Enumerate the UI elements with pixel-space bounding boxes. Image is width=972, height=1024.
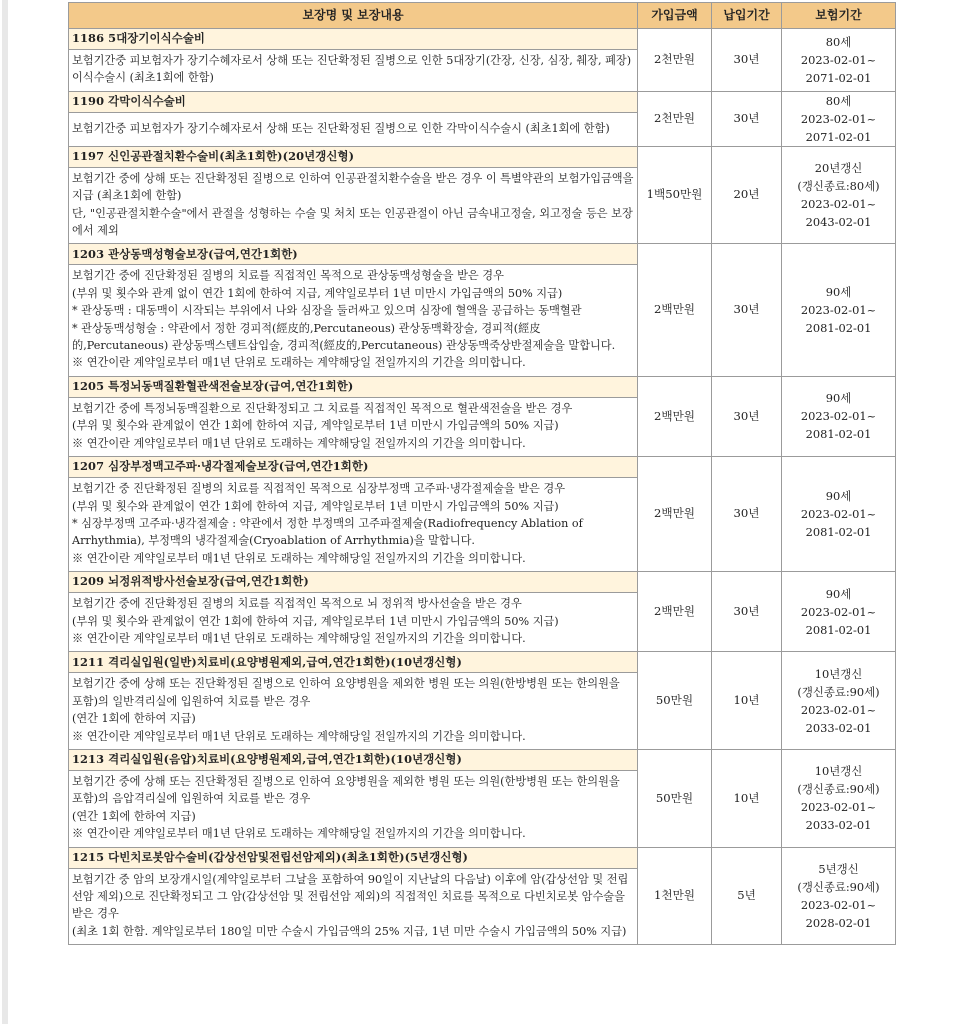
- description-line: * 관상동맥 : 대동맥이 시작되는 부위에서 나와 심장을 둘러싸고 있으며 심장에 혈액을 공급하는 동맥혈관: [72, 304, 582, 318]
- coverage-amount: 2백만원: [638, 457, 712, 572]
- header-amount: 가입금액: [638, 3, 712, 29]
- insurance-period-line: 2023-02-01~: [800, 197, 877, 212]
- payment-period: 30년: [712, 457, 782, 572]
- coverage-name-row: [69, 244, 896, 265]
- description-line: ※ 연간이란 계약일로부터 매1년 단위로 도래하는 계약해당일 전일까지의 기간을 의미합니다.: [72, 356, 526, 370]
- insurance-period-line: 20년갱신: [814, 161, 863, 176]
- table-header-row: [69, 3, 896, 29]
- insurance-period-line: (갱신종료:90세): [797, 782, 880, 797]
- insurance-period-line: (갱신종료:90세): [797, 879, 880, 894]
- coverage-name-row: [69, 376, 896, 397]
- payment-period: 20년: [712, 146, 782, 244]
- description-line: (부위 및 횟수와 관계 없이 연간 1회에 한하여 지급, 계약일로부터 1년 미만시 가입금액의 50% 지급): [72, 286, 563, 300]
- payment-period: 30년: [712, 29, 782, 92]
- coverage-name: 1203 관상동맥성형술보장(급여,연간1회한): [69, 244, 638, 265]
- description-line: 보험기간중 피보험자가 장기수혜자로서 상해 또는 진단확정된 질병으로 인한 5대장기(간장, 신장, 심장, 췌장, 폐장)이식수술시 (최초1회에 한함): [72, 54, 632, 85]
- coverage-name: 1186 5대장기이식수술비: [69, 29, 638, 50]
- insurance-period-line: 80세: [825, 34, 852, 49]
- coverage-name: 1190 각막이식수술비: [69, 91, 638, 112]
- description-line: 보험기간 중에 상해 또는 진단확정된 질병으로 인하여 요양병원을 제외한 병원 또는 의원(한방병원 또는 한의원을 포함)의 일반격리실에 입원하여 치료를 받은 경우: [72, 677, 620, 708]
- coverage-name: 1205 특정뇌동맥질환혈관색전술보장(급여,연간1회한): [69, 376, 638, 397]
- insurance-period: [782, 376, 896, 456]
- insurance-period-line: 2023-02-01~: [800, 52, 877, 67]
- description-line: (연간 1회에 한하여 지급): [72, 712, 196, 726]
- insurance-period-line: 5년갱신: [818, 861, 859, 876]
- insurance-period-line: 10년갱신: [814, 764, 863, 779]
- insurance-period-line: 90세: [825, 489, 852, 504]
- description-line: (연간 1회에 한하여 지급): [72, 809, 196, 823]
- coverage-amount: 50만원: [638, 652, 712, 750]
- coverage-name-row: [69, 91, 896, 112]
- coverage-amount: 2천만원: [638, 91, 712, 146]
- coverage-description: [69, 112, 638, 146]
- description-line: 보험기간 중에 진단확정된 질병의 치료를 직접적인 목적으로 관상동맥성형술을 받은 경우: [72, 269, 504, 283]
- coverage-description: [69, 265, 638, 376]
- coverage-name: 1207 심장부정맥고주파·냉각절제술보장(급여,연간1회한): [69, 457, 638, 478]
- coverage-description: [69, 673, 638, 750]
- insurance-period-line: 90세: [825, 586, 852, 601]
- description-line: (부위 및 횟수와 관계없이 연간 1회에 한하여 지급, 계약일로부터 1년 미만시 가입금액의 50% 지급): [72, 499, 559, 513]
- coverage-name: 1209 뇌정위적방사선술보장(급여,연간1회한): [69, 572, 638, 593]
- insurance-period: [782, 749, 896, 847]
- insurance-period-line: 2023-02-01~: [800, 604, 877, 619]
- insurance-period: [782, 91, 896, 146]
- coverage-amount: 2백만원: [638, 244, 712, 376]
- insurance-period: [782, 652, 896, 750]
- description-line: 보험기간 중 암의 보장개시일(계약일로부터 그날을 포함하여 90일이 지난날의 다음날) 이후에 암(갑상선암 및 전립선암 제외)으로 진단확정되고 그 암(갑상선암 및 전립선암 제외)의 직접적인 치료를 목적으로 다빈치로봇 암수술을 받은 경우: [72, 872, 629, 921]
- header-coverage: 보장명 및 보장내용: [69, 3, 638, 29]
- coverage-description: [69, 50, 638, 92]
- payment-period: 30년: [712, 91, 782, 146]
- insurance-period: [782, 572, 896, 652]
- payment-period: 10년: [712, 652, 782, 750]
- coverage-amount: 2백만원: [638, 572, 712, 652]
- description-line: * 심장부정맥 고주파·냉각절제술 : 약관에서 정한 부정맥의 고주파절제술(Radiofrequency Ablation of Arrhythmia), 부정맥의 냉각절제술(Cryoablation of Arrhythmia)을 말합니다.: [72, 516, 583, 548]
- coverage-name: 1215 다빈치로봇암수술비(갑상선암및전립선암제외)(최초1회한)(5년갱신형): [69, 847, 638, 868]
- insurance-period-line: 2071-02-01: [805, 70, 872, 85]
- coverage-amount: 50만원: [638, 749, 712, 847]
- insurance-period-line: 2023-02-01~: [800, 303, 877, 318]
- header-payment-period: 납입기간: [712, 3, 782, 29]
- description-line: 보험기간 중에 진단확정된 질병의 치료를 직접적인 목적으로 뇌 정위적 방사선술을 받은 경우: [72, 597, 522, 611]
- insurance-period: [782, 29, 896, 92]
- coverage-name-row: [69, 652, 896, 673]
- payment-period: 10년: [712, 749, 782, 847]
- description-line: 보험기간중 피보험자가 장기수혜자로서 상해 또는 진단확정된 질병으로 인한 각막이식수술시 (최초1회에 한함): [72, 121, 610, 135]
- insurance-period-line: 2023-02-01~: [800, 800, 877, 815]
- coverage-name-row: [69, 847, 896, 868]
- insurance-period: [782, 244, 896, 376]
- coverage-description: [69, 478, 638, 572]
- coverage-amount: 1백50만원: [638, 146, 712, 244]
- coverage-name-row: [69, 146, 896, 167]
- description-line: ※ 연간이란 계약일로부터 매1년 단위로 도래하는 계약해당일 전일까지의 기간을 의미합니다.: [72, 436, 526, 450]
- description-line: * 관상동맥성형술 : 약관에서 정한 경피적(經皮的,Percutaneous) 관상동맥확장술, 경피적(經皮的,Percutaneous) 관상동맥스텐트삽입술, 경피적(經皮的,Percutaneous) 관상동맥죽상반절제술을 말합니다.: [72, 321, 616, 353]
- header-insurance-period: 보험기간: [782, 3, 896, 29]
- coverage-amount: 2백만원: [638, 376, 712, 456]
- insurance-period-line: 90세: [825, 285, 852, 300]
- coverage-description: [69, 770, 638, 847]
- description-line: ※ 연간이란 계약일로부터 매1년 단위로 도래하는 계약해당일 전일까지의 기간을 의미합니다.: [72, 729, 526, 743]
- coverage-description: [69, 397, 638, 456]
- coverage-description: [69, 593, 638, 652]
- insurance-period: [782, 457, 896, 572]
- insurance-period-line: 2081-02-01: [805, 427, 872, 442]
- coverage-name-row: [69, 29, 896, 50]
- description-line: (부위 및 횟수와 관계없이 연간 1회에 한하여 지급, 계약일로부터 1년 미만시 가입금액의 50% 지급): [72, 419, 559, 433]
- insurance-period-line: 2081-02-01: [805, 622, 872, 637]
- description-line: ※ 연간이란 계약일로부터 매1년 단위로 도래하는 계약해당일 전일까지의 기간을 의미합니다.: [72, 631, 526, 645]
- insurance-period-line: 90세: [825, 391, 852, 406]
- payment-period: 30년: [712, 572, 782, 652]
- insurance-period: [782, 146, 896, 244]
- insurance-period-line: 2071-02-01: [805, 129, 872, 144]
- description-line: 보험기간 중에 상해 또는 진단확정된 질병으로 인하여 요양병원을 제외한 병원 또는 의원(한방병원 또는 한의원을 포함)의 음압격리실에 입원하여 치료를 받은 경우: [72, 774, 620, 806]
- payment-period: 30년: [712, 244, 782, 376]
- insurance-period-line: 2043-02-01: [805, 215, 872, 230]
- description-line: (최초 1회 한함. 계약일로부터 180일 미만 수술시 가입금액의 25% 지급, 1년 미만 수술시 가입금액의 50% 지급): [72, 924, 627, 938]
- insurance-period-line: 2081-02-01: [805, 321, 872, 336]
- insurance-period-line: 2023-02-01~: [800, 702, 877, 717]
- insurance-period-line: 2033-02-01: [805, 818, 872, 833]
- payment-period: 30년: [712, 376, 782, 456]
- description-line: 보험기간 중에 상해 또는 진단확정된 질병으로 인하여 인공관절치환수술을 받은 경우 이 특별약관의 보험가입금액을 지급 (최초1회에 한함): [72, 171, 634, 203]
- coverage-description: [69, 868, 638, 945]
- coverage-amount: 1천만원: [638, 847, 712, 945]
- description-line: ※ 연간이란 계약일로부터 매1년 단위로 도래하는 계약해당일 전일까지의 기간을 의미합니다.: [72, 827, 526, 841]
- coverage-name: 1197 신인공관절치환수술비(최초1회한)(20년갱신형): [69, 146, 638, 167]
- insurance-period-line: 2023-02-01~: [800, 507, 877, 522]
- coverage-name-row: [69, 457, 896, 478]
- insurance-period-line: 2033-02-01: [805, 720, 872, 735]
- coverage-amount: 2천만원: [638, 29, 712, 92]
- description-line: (부위 및 횟수와 관계없이 연간 1회에 한하여 지급, 계약일로부터 1년 미만시 가입금액의 50% 지급): [72, 614, 559, 628]
- description-line: 보험기간 중 진단확정된 질병의 치료를 직접적인 목적으로 심장부정맥 고주파·냉각절제술을 받은 경우: [72, 482, 566, 496]
- coverage-table: [68, 2, 896, 945]
- coverage-description: [69, 167, 638, 244]
- insurance-period-line: 10년갱신: [814, 666, 863, 681]
- coverage-name-row: [69, 572, 896, 593]
- insurance-period-line: 80세: [825, 93, 852, 108]
- insurance-period-line: 2023-02-01~: [800, 897, 877, 912]
- insurance-period-line: 2023-02-01~: [800, 409, 877, 424]
- coverage-name: 1213 격리실입원(음압)치료비(요양병원제외,급여,연간1회한)(10년갱신형): [69, 749, 638, 770]
- insurance-period-line: 2023-02-01~: [800, 111, 877, 126]
- insurance-period-line: 2081-02-01: [805, 525, 872, 540]
- insurance-period-line: 2028-02-01: [805, 915, 872, 930]
- description-line: ※ 연간이란 계약일로부터 매1년 단위로 도래하는 계약해당일 전일까지의 기간을 의미합니다.: [72, 551, 526, 565]
- insurance-period-line: (갱신종료:90세): [797, 684, 880, 699]
- insurance-period-line: (갱신종료:80세): [797, 179, 880, 194]
- coverage-name: 1211 격리실입원(일반)치료비(요양병원제외,급여,연간1회한)(10년갱신형): [69, 652, 638, 673]
- description-line: 보험기간 중에 특정뇌동맥질환으로 진단확정되고 그 치료를 직접적인 목적으로 혈관색전술을 받은 경우: [72, 401, 573, 415]
- insurance-period: [782, 847, 896, 945]
- payment-period: 5년: [712, 847, 782, 945]
- description-line: 단, "인공관절치환수술"에서 관절을 성형하는 수술 및 처치 또는 인공관절이 아닌 금속내고정술, 외고정술 등은 보장에서 제외: [72, 206, 633, 238]
- coverage-name-row: [69, 749, 896, 770]
